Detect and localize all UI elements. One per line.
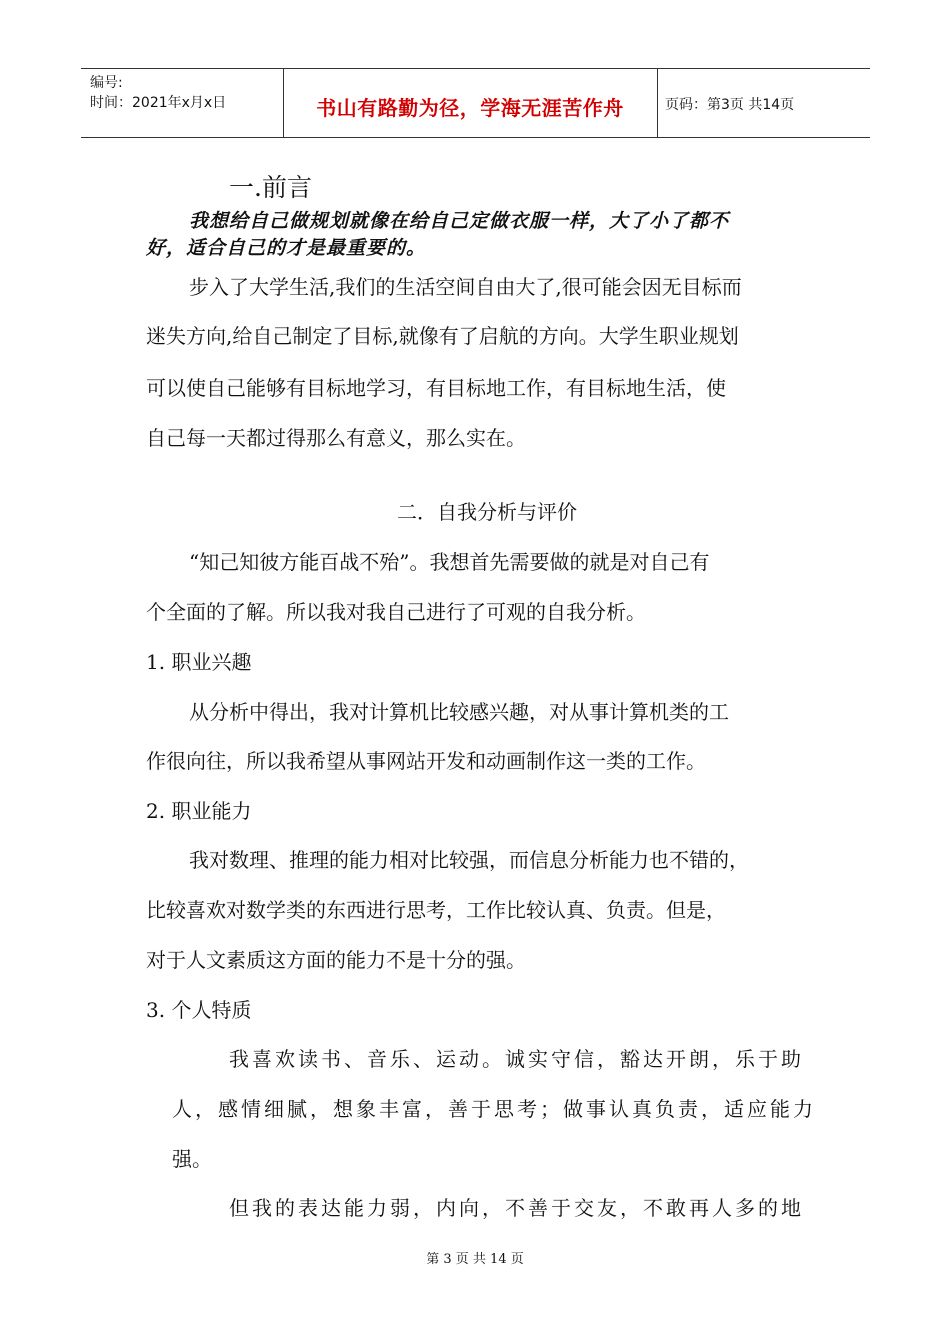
- preface-paragraph-line: 步入了大学生活,我们的生活空间自由大了,很可能会因无目标而: [189, 275, 742, 299]
- ability-paragraph-line: 对于人文素质这方面的能力不是十分的强。: [146, 948, 526, 972]
- subheading-interest: 1. 职业兴趣: [146, 650, 252, 674]
- section-title-self-analysis: 二．自我分析与评价: [397, 500, 577, 524]
- preface-paragraph-line: 自己每一天都过得那么有意义，那么实在。: [146, 426, 526, 450]
- header-motto: 书山有路勤为径，学海无涯苦作舟: [316, 96, 624, 120]
- analysis-paragraph-line: “知己知彼方能百战不殆”。我想首先需要做的就是对自己有: [189, 550, 710, 574]
- analysis-paragraph-line: 个全面的了解。所以我对我自己进行了可观的自我分析。: [146, 600, 646, 624]
- ability-paragraph-line: 比较喜欢对数学类的东西进行思考，工作比较认真、负责。但是，: [146, 898, 726, 922]
- preface-quote-line: 好，适合自己的才是最重要的。: [146, 237, 427, 259]
- page-footer: 第 3 页 共 14 页: [426, 1252, 524, 1267]
- page-header: [81, 68, 870, 138]
- traits-paragraph-line: 但我的表达能力弱，内向，不善于交友，不敢再人多的地: [229, 1196, 804, 1220]
- ability-paragraph-line: 我对数理、推理的能力相对比较强，而信息分析能力也不错的，: [189, 848, 749, 872]
- traits-paragraph-line: 我喜欢读书、音乐、运动。诚实守信，豁达开朗，乐于助: [229, 1047, 804, 1071]
- section-title-preface: 一.前言: [229, 173, 312, 202]
- traits-paragraph-line: 强。: [172, 1147, 212, 1171]
- header-motto-cell: [283, 69, 658, 137]
- header-meta-cell: [81, 69, 284, 137]
- preface-paragraph-line: 可以使自己能够有目标地学习，有目标地工作，有目标地生活，使: [146, 376, 726, 400]
- subheading-ability: 2. 职业能力: [146, 799, 252, 823]
- subheading-traits: 3. 个人特质: [146, 998, 252, 1022]
- interest-paragraph-line: 作很向往，所以我希望从事网站开发和动画制作这一类的工作。: [146, 749, 706, 773]
- document-number-label: 编号:: [90, 75, 123, 91]
- preface-quote-line: 我想给自己做规划就像在给自己定做衣服一样，大了小了都不: [189, 210, 730, 232]
- document-date-label: 时间：2021年x月x日: [90, 95, 227, 111]
- header-page-info: 页码：第3页 共14页: [665, 97, 795, 113]
- traits-paragraph-line: 人，感情细腻，想象丰富，善于思考；做事认真负责，适应能力: [172, 1097, 816, 1121]
- header-page-cell: [657, 69, 870, 137]
- interest-paragraph-line: 从分析中得出，我对计算机比较感兴趣，对从事计算机类的工: [189, 700, 729, 724]
- preface-paragraph-line: 迷失方向,给自己制定了目标,就像有了启航的方向。大学生职业规划: [146, 324, 739, 348]
